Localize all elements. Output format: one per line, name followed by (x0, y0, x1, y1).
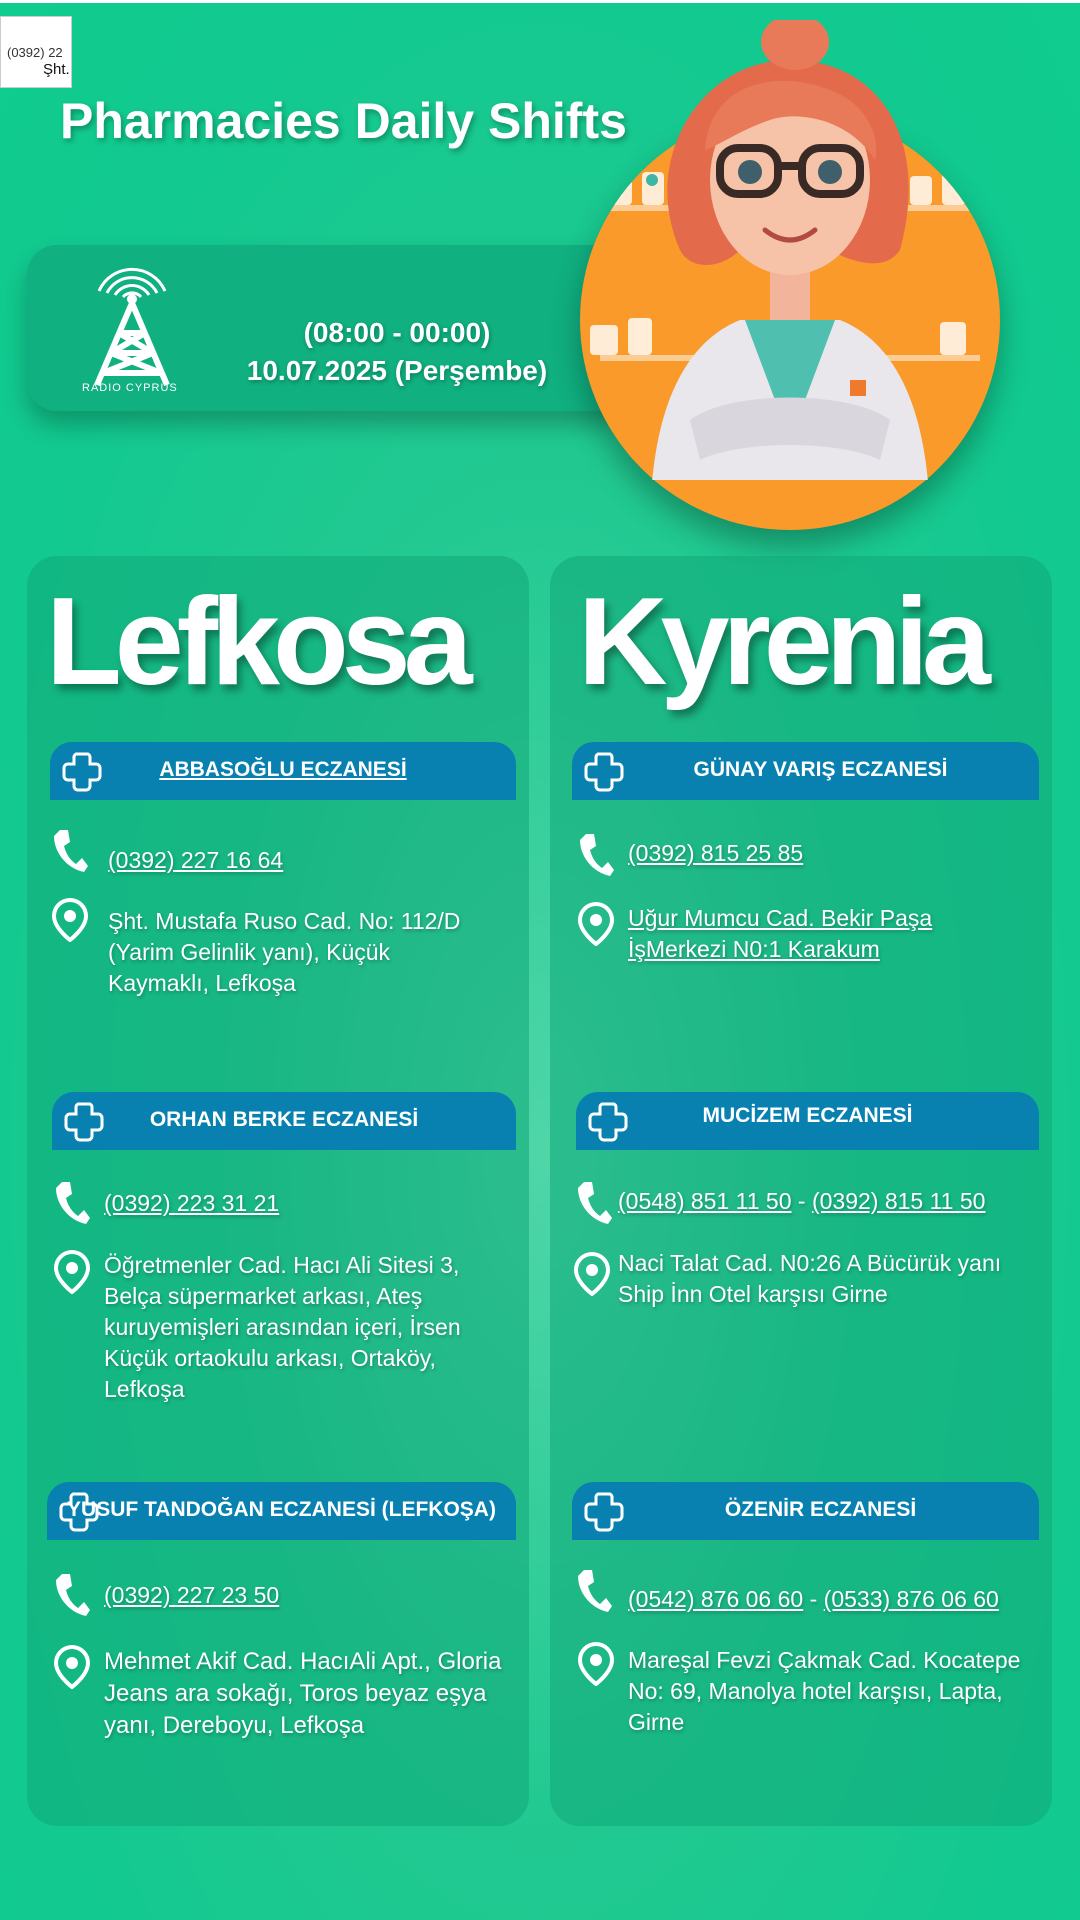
phone-icon (576, 1568, 612, 1612)
pharmacy-phones (618, 1186, 985, 1217)
phone-separator: - (797, 1188, 806, 1214)
phone-icon (54, 1572, 90, 1616)
pharmacy-header-gunay-varis[interactable] (572, 742, 1039, 800)
pharmacy-name[interactable]: GÜNAY VARIŞ ECZANESİ (693, 758, 948, 781)
pharmacy-address: Öğretmenler Cad. Hacı Ali Sitesi 3, Belça süpermarket arkası, Ateş kuruyemişleri arasından içeri, İrsen Küçük ortaokulu arkası, Ortaköy, Lefkoşa (104, 1252, 461, 1402)
phone-icon (52, 828, 88, 872)
pharmacy-header-mucizem[interactable] (576, 1092, 1039, 1150)
pharmacy-phone-2[interactable]: (0392) 815 11 50 (811, 1188, 986, 1214)
pharmacy-header-abbasoglu[interactable] (50, 742, 516, 800)
shift-banner (27, 245, 627, 411)
pharmacy-phone[interactable]: (0392) 227 23 50 (104, 1582, 280, 1608)
pharmacy-address: Naci Talat Cad. N0:26 A Bücürük yanı Ship İnn Otel karşısı Girne (618, 1250, 1002, 1307)
pharmacy-phones (628, 1584, 999, 1615)
shift-hours: (08:00 - 00:00) (303, 317, 491, 348)
city-title-kyrenia: Kyrenia (578, 573, 984, 711)
pharmacy-address: Şht. Mustafa Ruso Cad. No: 112/D (Yarim Gelinlik yanı), Küçük Kaymaklı, Lefkoşa (108, 908, 461, 996)
image-placeholder (0, 16, 72, 88)
location-pin-icon (52, 898, 88, 942)
pharmacy-header-orhan-berke[interactable] (52, 1092, 516, 1150)
pharmacy-header-yusuf-tandogan[interactable] (47, 1482, 516, 1540)
pharmacy-address: Mehmet Akif Cad. HacıAli Apt., Gloria Jeans ara sokağı, Toros beyaz eşya yanı, Dereboyu, Lefkoşa (104, 1648, 502, 1739)
pharmacy-phone[interactable]: (0392) 223 31 21 (104, 1190, 280, 1216)
pharmacy-phone-2[interactable]: (0533) 876 06 60 (823, 1586, 999, 1612)
location-pin-icon (54, 1250, 90, 1294)
shift-date: 10.07.2025 (Perşembe) (246, 355, 548, 386)
top-border (0, 0, 1080, 3)
city-title-lefkosa: Lefkosa (46, 573, 466, 711)
pharmacy-phone[interactable]: (0548) 851 11 50 (618, 1188, 792, 1214)
page-title: Pharmacies Daily Shifts (60, 93, 627, 149)
phone-icon (576, 1180, 612, 1224)
pharmacy-name[interactable]: ABBASOĞLU ECZANESİ (159, 758, 407, 781)
location-pin-icon (54, 1645, 90, 1689)
stub-text: (0392) 22 (7, 45, 63, 60)
pharmacy-name[interactable]: YUSUF TANDOĞAN ECZANESİ (LEFKOŞA) (67, 1498, 496, 1521)
pharmacy-name[interactable]: MUCİZEM ECZANESİ (702, 1104, 913, 1127)
pharmacist-avatar (580, 110, 1000, 530)
pharmacy-phone[interactable]: (0392) 227 16 64 (108, 847, 284, 873)
pharmacy-name[interactable]: ORHAN BERKE ECZANESİ (149, 1108, 419, 1131)
pharmacy-address: Mareşal Fevzi Çakmak Cad. Kocatepe No: 69, Manolya hotel karşısı, Lapta, Girne (628, 1647, 1021, 1735)
pharmacy-phone[interactable]: (0392) 815 25 85 (628, 840, 804, 866)
pharmacy-header-ozenir[interactable] (572, 1482, 1039, 1540)
pharmacist-illustration (580, 20, 1000, 480)
stub-text-2: Şht. (43, 61, 70, 78)
location-pin-icon (578, 1642, 614, 1686)
pharmacy-address[interactable]: Uğur Mumcu Cad. Bekir Paşa İşMerkezi N0:1 Karakum (628, 905, 933, 962)
radio-tower-icon (77, 253, 187, 398)
pharmacy-name[interactable]: ÖZENİR ECZANESİ (724, 1498, 917, 1521)
location-pin-icon (574, 1252, 610, 1296)
phone-icon (578, 832, 614, 876)
phone-icon (54, 1180, 90, 1224)
logo-text: RADIO CYPRUS (82, 382, 178, 394)
phone-separator: - (809, 1586, 818, 1612)
pharmacy-phone[interactable]: (0542) 876 06 60 (628, 1586, 804, 1612)
location-pin-icon (578, 902, 614, 946)
